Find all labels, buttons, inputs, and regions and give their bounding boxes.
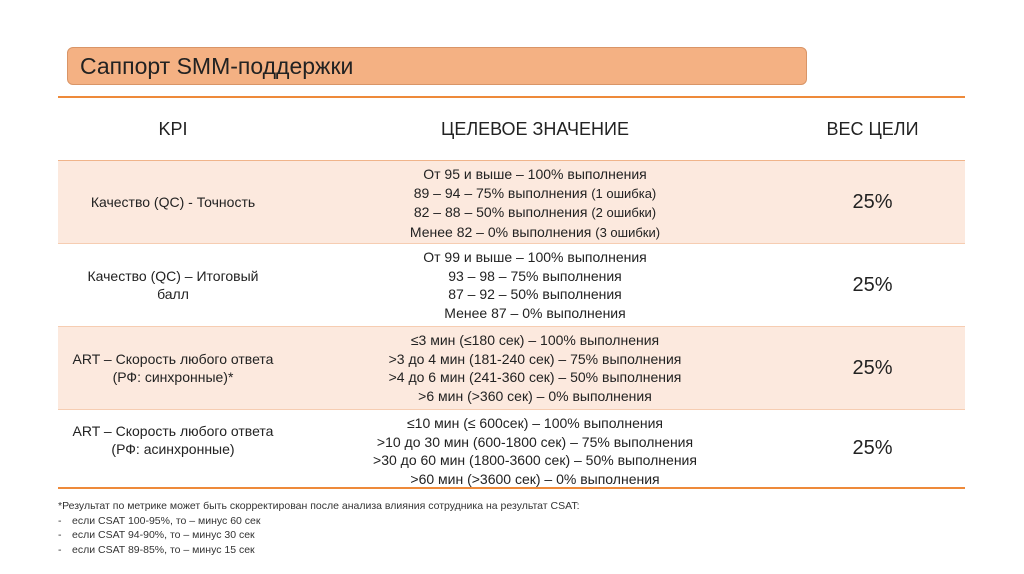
target-line: 82 – 88 – 50% выполнения (2 ошибки) [413,204,657,220]
header-goal-weight: ВЕС ЦЕЛИ [826,119,919,139]
target-line: Менее 82 – 0% выполнения (3 ошибки) [409,223,661,240]
table-row-qc-accuracy [58,161,965,243]
target-line: >30 до 60 мин (1800-3600 сек) – 50% выполнения [373,452,697,468]
target-line: 93 – 98 – 75% выполнения [448,267,622,284]
goal-weight-value: 25% [852,190,893,213]
target-values [330,414,740,488]
goal-weight-value: 25% [852,273,893,296]
target-line: ≤10 мин (≤ 600сек) – 100% выполнения [406,415,664,431]
kpi-label: ART – Скорость любого ответа (РФ: синхронные)* [72,351,274,385]
target-values [330,248,740,322]
footnote-intro: *Результат по метрике может быть скорректирован после анализа влияния сотрудника на результат CSAT: [58,500,580,512]
target-note: (3 ошибки) [595,224,661,240]
table-row-qc-total-score [58,244,965,326]
footnote-item: - если CSAT 94-90%, то – минус 30 сек [58,529,255,541]
target-note: (1 ошибка) [591,185,657,201]
target-line: От 99 и выше – 100% выполнения [423,249,647,265]
target-values [330,165,740,242]
target-line: 89 – 94 – 75% выполнения (1 ошибка) [413,184,657,201]
target-line: ≤3 мин (≤180 сек) – 100% выполнения [410,332,660,348]
target-line: Менее 87 – 0% выполнения [444,304,626,321]
footnote-item: - если CSAT 100-95%, то – минус 60 сек [58,514,261,527]
kpi-label: ART – Скорость любого ответа (РФ: асинхронные) [72,423,274,457]
target-line: 87 – 92 – 50% выполнения [448,286,622,302]
footnote [58,499,580,557]
target-note: (2 ошибки) [591,205,657,220]
target-line: >6 мин (>360 сек) – 0% выполнения [418,387,652,404]
target-values [330,331,740,405]
target-line: >4 до 6 мин (241-360 сек) – 50% выполнения [388,369,682,385]
kpi-label: Качество (QC) - Точность [90,194,256,210]
table-top-rule [58,96,965,98]
header-target-value: ЦЕЛЕВОЕ ЗНАЧЕНИЕ [441,119,629,139]
goal-weight-value: 25% [852,437,893,459]
goal-weight-value: 25% [852,356,893,379]
target-line: От 95 и выше – 100% выполнения [423,166,647,182]
table-row-art-async [58,410,965,487]
page-title: Саппорт SMM-поддержки [67,47,807,85]
target-line: >10 до 30 мин (600-1800 сек) – 75% выполнения [376,433,694,450]
table-row-art-sync [58,327,965,409]
kpi-label: Качество (QC) – Итоговый балл [87,268,259,302]
footnote-item: - если CSAT 89-85%, то – минус 15 сек [58,543,255,556]
table-bottom-rule [58,487,965,489]
target-line: >60 мин (>3600 сек) – 0% выполнения [410,470,660,487]
target-line: >3 до 4 мин (181-240 сек) – 75% выполнения [388,350,682,367]
header-kpi: KPI [158,119,188,139]
